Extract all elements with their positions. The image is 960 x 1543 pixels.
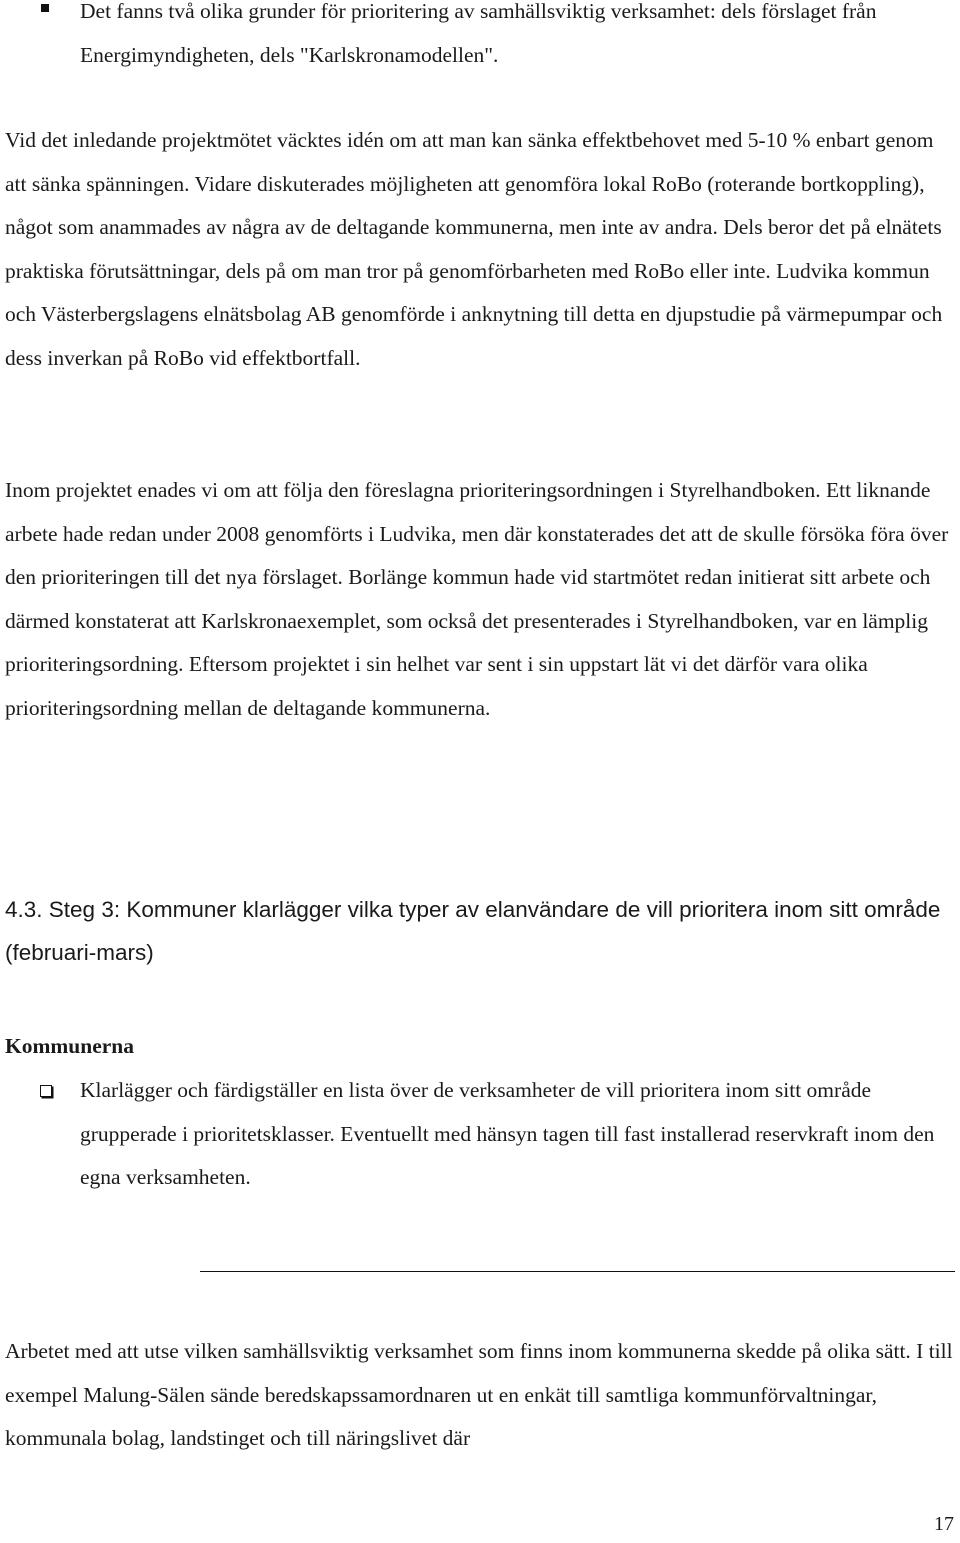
paragraph-prioritization: Inom projektet enades vi om att följa den föreslagna prioriteringsordningen i Styrelhandboken. Ett liknande arbete hade redan under 2008 genomförts i Ludvika, men där konstaterades det att de skulle försöka föra över den prioriteringen till det nya förslaget. Borlänge kommun hade vid startmötet redan initierat sitt arbete och därmed konstaterat att Karlskronaexemplet, som också det presenterades i Styrelhandboken, var en lämplig prioriteringsordning. Eftersom projektet i sin helhet var sent i sin uppstart lät vi det därför vara olika prioriteringsordning mellan de deltagande kommunerna. [5, 478, 949, 720]
subheading-kommunerna: Kommunerna [5, 1034, 134, 1058]
checkbox-bullet-icon [40, 1085, 52, 1097]
square-bullet-icon [41, 4, 49, 12]
paragraph-closing: Arbetet med att utse vilken samhällsviktig verksamhet som finns inom kommunerna skedde på olika sätt. I till exempel Malung-Sälen sände beredskapssamordnaren ut en enkät till samtliga kommunförvaltningar, kommunala bolag, landstinget och till näringslivet där [5, 1339, 953, 1450]
section-heading: 4.3. Steg 3: Kommuner klarlägger vilka typer av elanvändare de vill prioritera inom sitt område (februari-mars) [5, 897, 941, 965]
bullet-item-text: Det fanns två olika grunder för prioritering av samhällsviktig verksamhet: dels förslaget från Energimyndigheten, dels "Karlskronamodellen". [80, 0, 877, 67]
paragraph-intro-meeting: Vid det inledande projektmötet väcktes idén om att man kan sänka effektbehovet med 5-10 % enbart genom att sänka spänningen. Vidare diskuterades möjligheten att genomföra lokal RoBo (roterande bortkoppling), något som anammades av några av de deltagande kommunerna, men inte av andra. Dels beror det på elnätets praktiska förutsättningar, dels på om man tror på genomförbarheten med RoBo eller inte. Ludvika kommun och Västerbergslagens elnätsbolag AB genomförde i anknytning till detta en djupstudie på värmepumpar och dess inverkan på RoBo vid effektbortfall. [5, 128, 943, 370]
checklist-item-text: Klarlägger och färdigställer en lista över de verksamheter de vill prioritera inom sitt område grupperade i prioritetsklasser. Eventuellt med hänsyn tagen till fast installerad reservkraft inom den egna verksamheten. [80, 1078, 935, 1189]
page-number: 17 [934, 1513, 954, 1535]
horizontal-divider [200, 1271, 955, 1272]
